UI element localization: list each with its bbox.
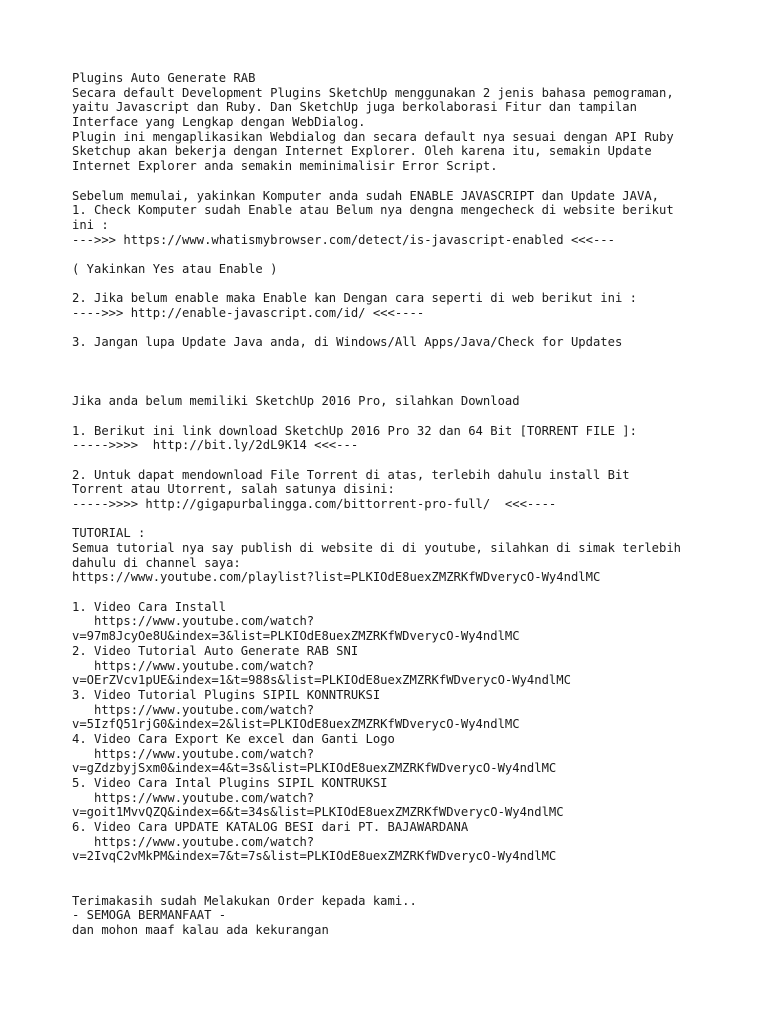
video-link[interactable]: https://www.youtube.com/watch? [72, 790, 315, 805]
blank-line [72, 453, 712, 468]
video-item-title: 6. Video Cara UPDATE KATALOG BESI dari PT. BAJAWARDANA [72, 820, 469, 835]
paragraph-line: yaitu Javascript dan Ruby. Dan SketchUp juga berkolaborasi Fitur dan tampilan [72, 100, 637, 115]
link-bittorrent[interactable]: ----->>>> http://gigapurbalingga.com/bittorrent-pro-full/ <<<---- [72, 496, 557, 511]
video-link[interactable]: v=goit1MvvQZQ&index=6&t=34s&list=PLKIOdE8uexZMZRKfWDverycO-Wy4ndlMC [72, 805, 564, 820]
blank-line [72, 174, 712, 189]
paragraph-line: Plugin ini mengaplikasikan Webdialog dan secara default nya sesuai dengan API Ruby [72, 129, 674, 144]
closing-line: - SEMOGA BERMANFAAT - [72, 908, 227, 923]
document-body [72, 71, 712, 938]
video-link[interactable]: v=97m8JcyOe8U&index=3&list=PLKIOdE8uexZMZRKfWDverycO-Wy4ndlMC [72, 629, 520, 644]
blank-line [72, 277, 712, 292]
video-link[interactable]: https://www.youtube.com/watch? [72, 702, 315, 717]
step-line: 2. Untuk dapat mendownload File Torrent di atas, terlebih dahulu install Bit [72, 467, 630, 482]
blank-line [72, 247, 712, 262]
paragraph-line: Jika anda belum memiliki SketchUp 2016 Pro, silahkan Download [72, 394, 520, 409]
paragraph-line: Sketchup akan bekerja dengan Internet Explorer. Oleh karena itu, semakin Update [72, 144, 652, 159]
blank-line [72, 864, 712, 879]
video-item-title: 3. Video Tutorial Plugins SIPIL KONNTRUKSI [72, 687, 381, 702]
video-item-title: 5. Video Cara Intal Plugins SIPIL KONTRUKSI [72, 776, 388, 790]
blank-line [72, 879, 712, 894]
paragraph-line: Sebelum memulai, yakinkan Komputer anda sudah ENABLE JAVASCRIPT dan Update JAVA, [72, 188, 659, 203]
step-line: 3. Jangan lupa Update Java anda, di Windows/All Apps/Java/Check for Updates [72, 335, 623, 350]
section-heading: TUTORIAL : [72, 526, 146, 541]
closing-line: Terimakasih sudah Melakukan Order kepada kami.. [72, 893, 417, 908]
video-item-title: 2. Video Tutorial Auto Generate RAB SNI [72, 643, 359, 658]
video-link[interactable]: v=gZdzbyjSxm0&index=4&t=3s&list=PLKIOdE8uexZMZRKfWDverycO-Wy4ndlMC [72, 761, 557, 776]
step-line: Torrent atau Utorrent, salah satunya disini: [72, 482, 395, 497]
doc-title: Plugins Auto Generate RAB [72, 71, 256, 85]
blank-line [72, 585, 712, 600]
step-line: 1. Check Komputer sudah Enable atau Belum nya dengna mengecheck di website berikut [72, 203, 674, 218]
blank-line [72, 350, 712, 365]
step-line: 1. Berikut ini link download SketchUp 2016 Pro 32 dan 64 Bit [TORRENT FILE ]: [72, 423, 637, 438]
video-link[interactable]: https://www.youtube.com/watch? [72, 746, 315, 761]
note-line: ( Yakinkan Yes atau Enable ) [72, 261, 278, 276]
link-youtube-playlist[interactable]: https://www.youtube.com/playlist?list=PLKIOdE8uexZMZRKfWDverycO-Wy4ndlMC [72, 570, 601, 585]
paragraph-line: Secara default Development Plugins SketchUp menggunakan 2 jenis bahasa pemograman, [72, 85, 674, 100]
video-link[interactable]: v=5IzfQ51rjG0&index=2&list=PLKIOdE8uexZMZRKfWDverycO-Wy4ndlMC [72, 717, 520, 732]
video-link[interactable]: v=2IvqC2vMkPM&index=7&t=7s&list=PLKIOdE8uexZMZRKfWDverycO-Wy4ndlMC [72, 849, 557, 864]
link-enable-javascript[interactable]: ---->>> http://enable-javascript.com/id/ <<<---- [72, 306, 425, 320]
blank-line [72, 321, 712, 336]
blank-line [72, 365, 712, 380]
closing-line: dan mohon maaf kalau ada kekurangan [72, 922, 329, 937]
video-link[interactable]: v=OErZVcv1pUE&index=1&t=988s&list=PLKIOdE8uexZMZRKfWDverycO-Wy4ndlMC [72, 673, 571, 688]
paragraph-line: dahulu di channel saya: [72, 555, 241, 570]
video-link[interactable]: https://www.youtube.com/watch? [72, 834, 315, 849]
video-item-title: 1. Video Cara Install [72, 599, 227, 614]
blank-line [72, 379, 712, 394]
step-line: 2. Jika belum enable maka Enable kan Dengan cara seperti di web berikut ini : [72, 291, 637, 306]
blank-line [72, 512, 712, 527]
video-item-title: 4. Video Cara Export Ke excel dan Ganti Logo [72, 731, 395, 746]
blank-line [72, 409, 712, 424]
link-javascript-check[interactable]: --->>> https://www.whatismybrowser.com/detect/is-javascript-enabled <<<--- [72, 232, 615, 247]
paragraph-line: Internet Explorer anda semakin meminimalisir Error Script. [72, 159, 498, 174]
video-link[interactable]: https://www.youtube.com/watch? [72, 658, 315, 673]
paragraph-line: Interface yang Lengkap dengan WebDialog. [72, 115, 366, 130]
link-sketchup-download[interactable]: ----->>>> http://bit.ly/2dL9K14 <<<--- [72, 438, 359, 453]
paragraph-line: Semua tutorial nya say publish di website di di youtube, silahkan di simak terlebih [72, 541, 682, 555]
step-line: ini : [72, 217, 109, 232]
video-link[interactable]: https://www.youtube.com/watch? [72, 614, 315, 629]
